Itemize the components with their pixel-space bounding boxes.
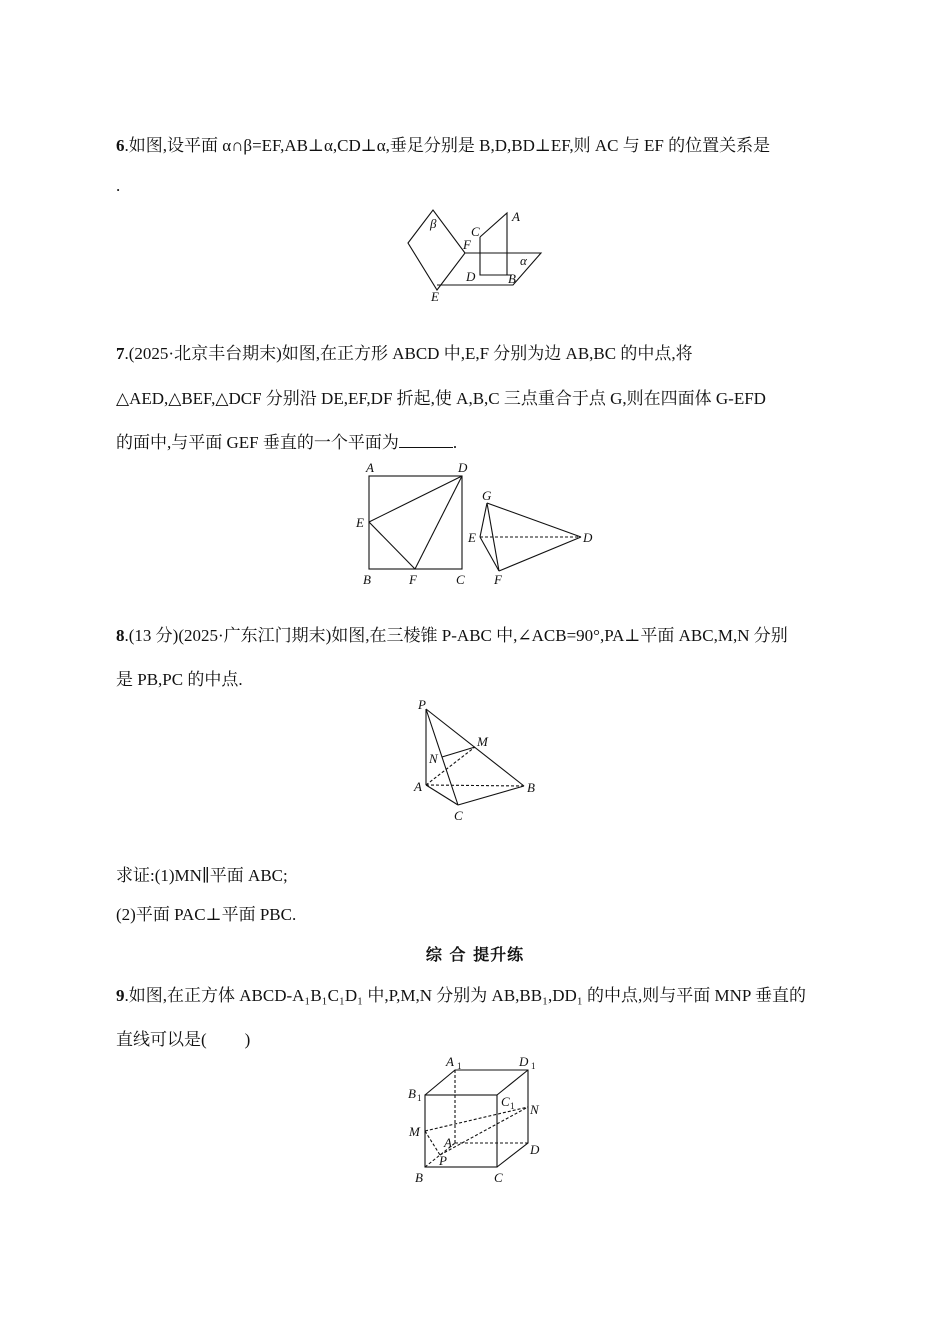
q9-label-d1: D <box>519 1054 529 1069</box>
q9-text2a: 直线可以是( <box>116 1030 207 1049</box>
q9-label-d1-sub: 1 <box>531 1061 536 1071</box>
q9-text1: .如图,在正方体 ABCD-A₁B₁C₁D₁ 中,P,M,N 分别为 AB,BB₁,DD₁ 的中点,则与平面 MNP 垂直的 <box>124 986 806 1005</box>
section-title: 综 合 提升练 <box>425 945 525 964</box>
q8-label-m: M <box>477 734 488 749</box>
q6-label-e: E <box>431 289 439 304</box>
q6-label-a: A <box>512 209 520 224</box>
q7-label-b: B <box>363 572 371 587</box>
q8-label-a: A <box>414 779 422 794</box>
q8-proof2: (2)平面 PAC⊥平面 PBC. <box>116 905 297 924</box>
q6-ab-line <box>480 213 507 253</box>
q8-number: 8 <box>116 626 125 645</box>
q7-text3-end: . <box>452 433 458 452</box>
q6-label-c: C <box>471 224 480 239</box>
q9-label-c1-sub: 1 <box>510 1101 515 1111</box>
q6-plane-beta <box>408 210 465 290</box>
q7-text1: .(2025·北京丰台期末)如图,在正方形 ABCD 中,E,F 分别为边 AB,BC 的中点,将 <box>124 344 693 363</box>
q8-label-c: C <box>454 808 463 823</box>
q9-label-n: N <box>530 1102 539 1117</box>
q6-line1 <box>116 131 770 156</box>
q9-label-p: P <box>439 1153 447 1168</box>
q8-line1 <box>116 621 788 646</box>
q9-number: 9 <box>116 986 125 1005</box>
q9-label-b1: B <box>408 1086 416 1101</box>
q9-label-c1: C <box>501 1094 510 1109</box>
q6-figure <box>400 205 560 305</box>
q8-label-b: B <box>527 780 535 795</box>
q9-figure <box>400 1055 555 1190</box>
q9-text2b: ) <box>244 1030 251 1049</box>
q8-label-p: P <box>418 697 426 712</box>
q7-label-d: D <box>458 460 468 475</box>
q7-number: 7 <box>116 344 125 363</box>
q7-answer-blank <box>399 432 453 448</box>
q7-text3: 的面中,与平面 GEF 垂直的一个平面为 <box>116 433 399 452</box>
q9-label-c: C <box>494 1170 503 1185</box>
q7-label-f2: F <box>494 572 502 587</box>
q9-line2 <box>116 1025 250 1050</box>
q7-label-e2: E <box>468 530 476 545</box>
q6-label-b: B <box>508 271 516 286</box>
q7-line2: △AED,△BEF,△DCF 分别沿 DE,EF,DF 折起,使 A,B,C 三点重合于点 G,则在四面体 G-EFD <box>116 389 766 408</box>
q9-label-b1-sub: 1 <box>417 1093 422 1103</box>
q9-label-d: D <box>530 1142 540 1157</box>
q7-label-c: C <box>456 572 465 587</box>
q7-label-a: A <box>366 460 374 475</box>
q9-label-m: M <box>409 1124 420 1139</box>
q6-text: .如图,设平面 α∩β=EF,AB⊥α,CD⊥α,垂足分别是 B,D,BD⊥EF,则 AC 与 EF 的位置关系是 <box>124 136 771 155</box>
q7-line3 <box>116 428 457 453</box>
q9-label-b: B <box>415 1170 423 1185</box>
q7-line1 <box>116 339 693 364</box>
q8-label-n: N <box>429 751 438 766</box>
q8-line2: 是 PB,PC 的中点. <box>116 670 243 689</box>
q9-line1 <box>116 981 806 1006</box>
q9-front-face <box>425 1095 497 1167</box>
q9-label-a: A <box>444 1135 452 1150</box>
q7-figure-tetrahedron <box>465 485 600 590</box>
q6-label-f: F <box>463 237 471 252</box>
q7-figure-square <box>355 460 480 590</box>
q7-label-f: F <box>409 572 417 587</box>
q6-label-d: D <box>466 269 476 284</box>
q8-proof1: 求证:(1)MN∥平面 ABC; <box>116 866 288 885</box>
q6-label-beta: β <box>430 216 437 231</box>
q7-label-e: E <box>356 515 364 530</box>
q7-label-g: G <box>482 488 492 503</box>
q9-label-a1: A <box>446 1054 454 1069</box>
q8-figure <box>410 695 550 830</box>
q6-label-alpha: α <box>520 253 527 268</box>
q6-number: 6 <box>116 136 125 155</box>
q7-label-d2: D <box>583 530 593 545</box>
q8-text1: .(13 分)(2025·广东江门期末)如图,在三棱锥 P-ABC 中,∠ACB=90°,PA⊥平面 ABC,M,N 分别 <box>124 626 788 645</box>
q9-label-a1-sub: 1 <box>457 1061 462 1071</box>
q6-line2: . <box>116 176 121 195</box>
